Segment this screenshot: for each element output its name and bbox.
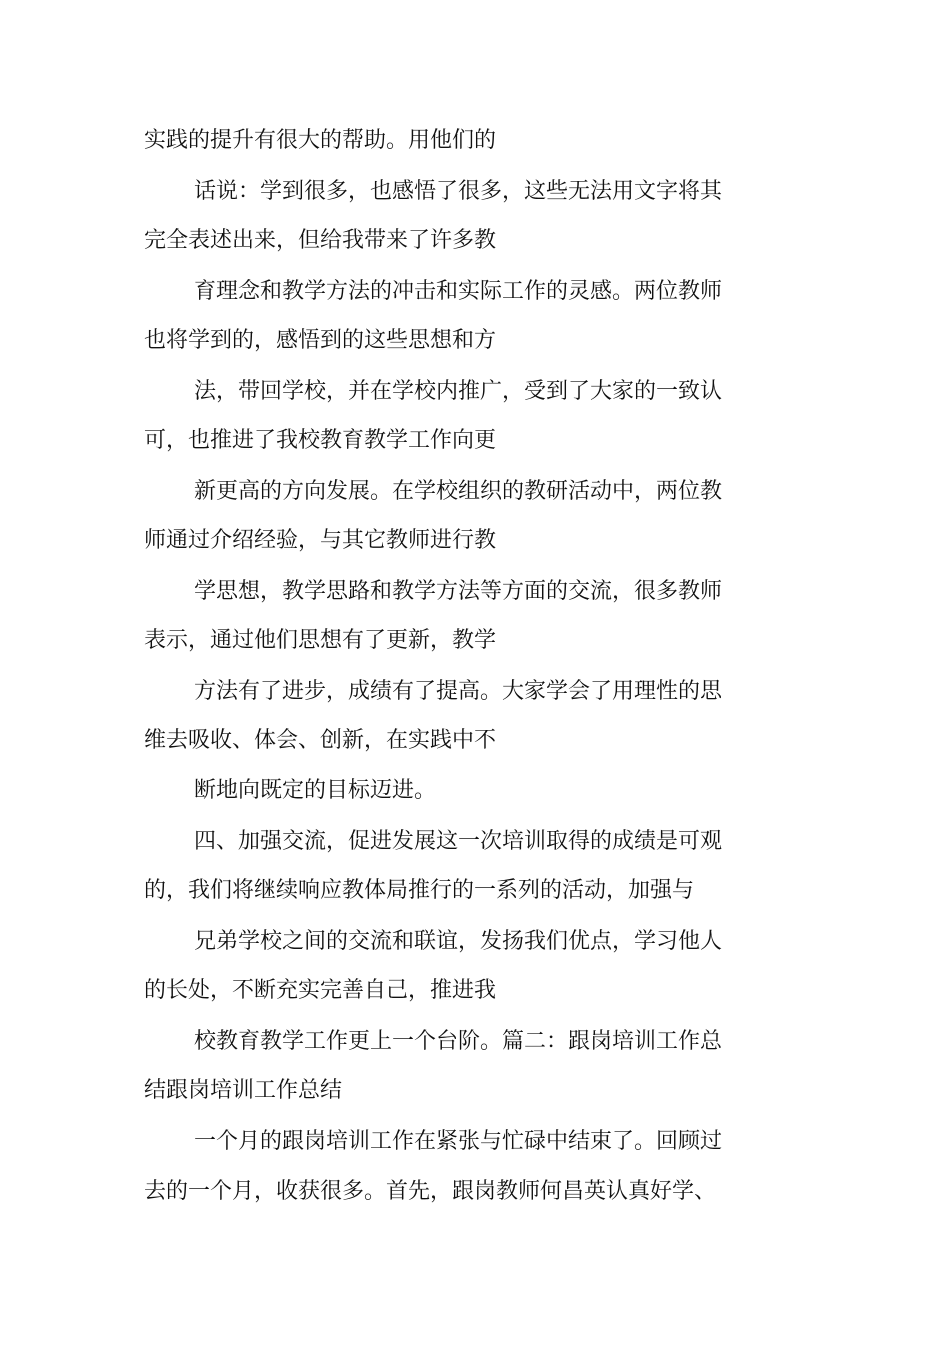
text-line: 育理念和教学方法的冲击和实际工作的灵感。两位教师 [194,279,723,304]
text-line: 的，我们将继续响应教体局推行的一系列的活动，加强与 [144,878,695,903]
text-line: 师通过介绍经验，与其它教师进行教 [144,528,497,553]
text-line: 也将学到的，感悟到的这些思想和方 [144,328,497,353]
text-line: 兄弟学校之间的交流和联谊，发扬我们优点，学习他人 [194,929,723,954]
text-line: 新更高的方向发展。在学校组织的教研活动中，两位教 [194,479,723,504]
text-line: 法，带回学校，并在学校内推广，受到了大家的一致认 [194,379,723,404]
text-line: 的长处，不断充实完善自己，推进我 [144,978,497,1003]
text-line: 校教育教学工作更上一个台阶。篇二：跟岗培训工作总 [194,1029,723,1054]
text-line: 可，也推进了我校教育教学工作向更 [144,428,497,453]
text-line: 学思想，教学思路和教学方法等方面的交流，很多教师 [194,579,723,604]
text-line: 方法有了进步，成绩有了提高。大家学会了用理性的思 [194,679,723,704]
text-line: 结跟岗培训工作总结 [144,1078,343,1103]
text-line: 表示，通过他们思想有了更新，教学 [144,628,497,653]
text-line: 完全表述出来，但给我带来了许多教 [144,228,497,253]
text-line: 维去吸收、体会、创新，在实践中不 [144,728,497,753]
text-line: 一个月的跟岗培训工作在紧张与忙碌中结束了。回顾过 [194,1129,723,1154]
text-line: 去的一个月，收获很多。首先，跟岗教师何昌英认真好学、 [144,1179,717,1204]
text-line: 话说：学到很多，也感悟了很多，这些无法用文字将其 [194,179,723,204]
text-line: 四、加强交流，促进发展这一次培训取得的成绩是可观 [194,829,723,854]
text-line: 断地向既定的目标迈进。 [194,778,437,803]
text-line: 实践的提升有很大的帮助。用他们的 [144,128,497,153]
